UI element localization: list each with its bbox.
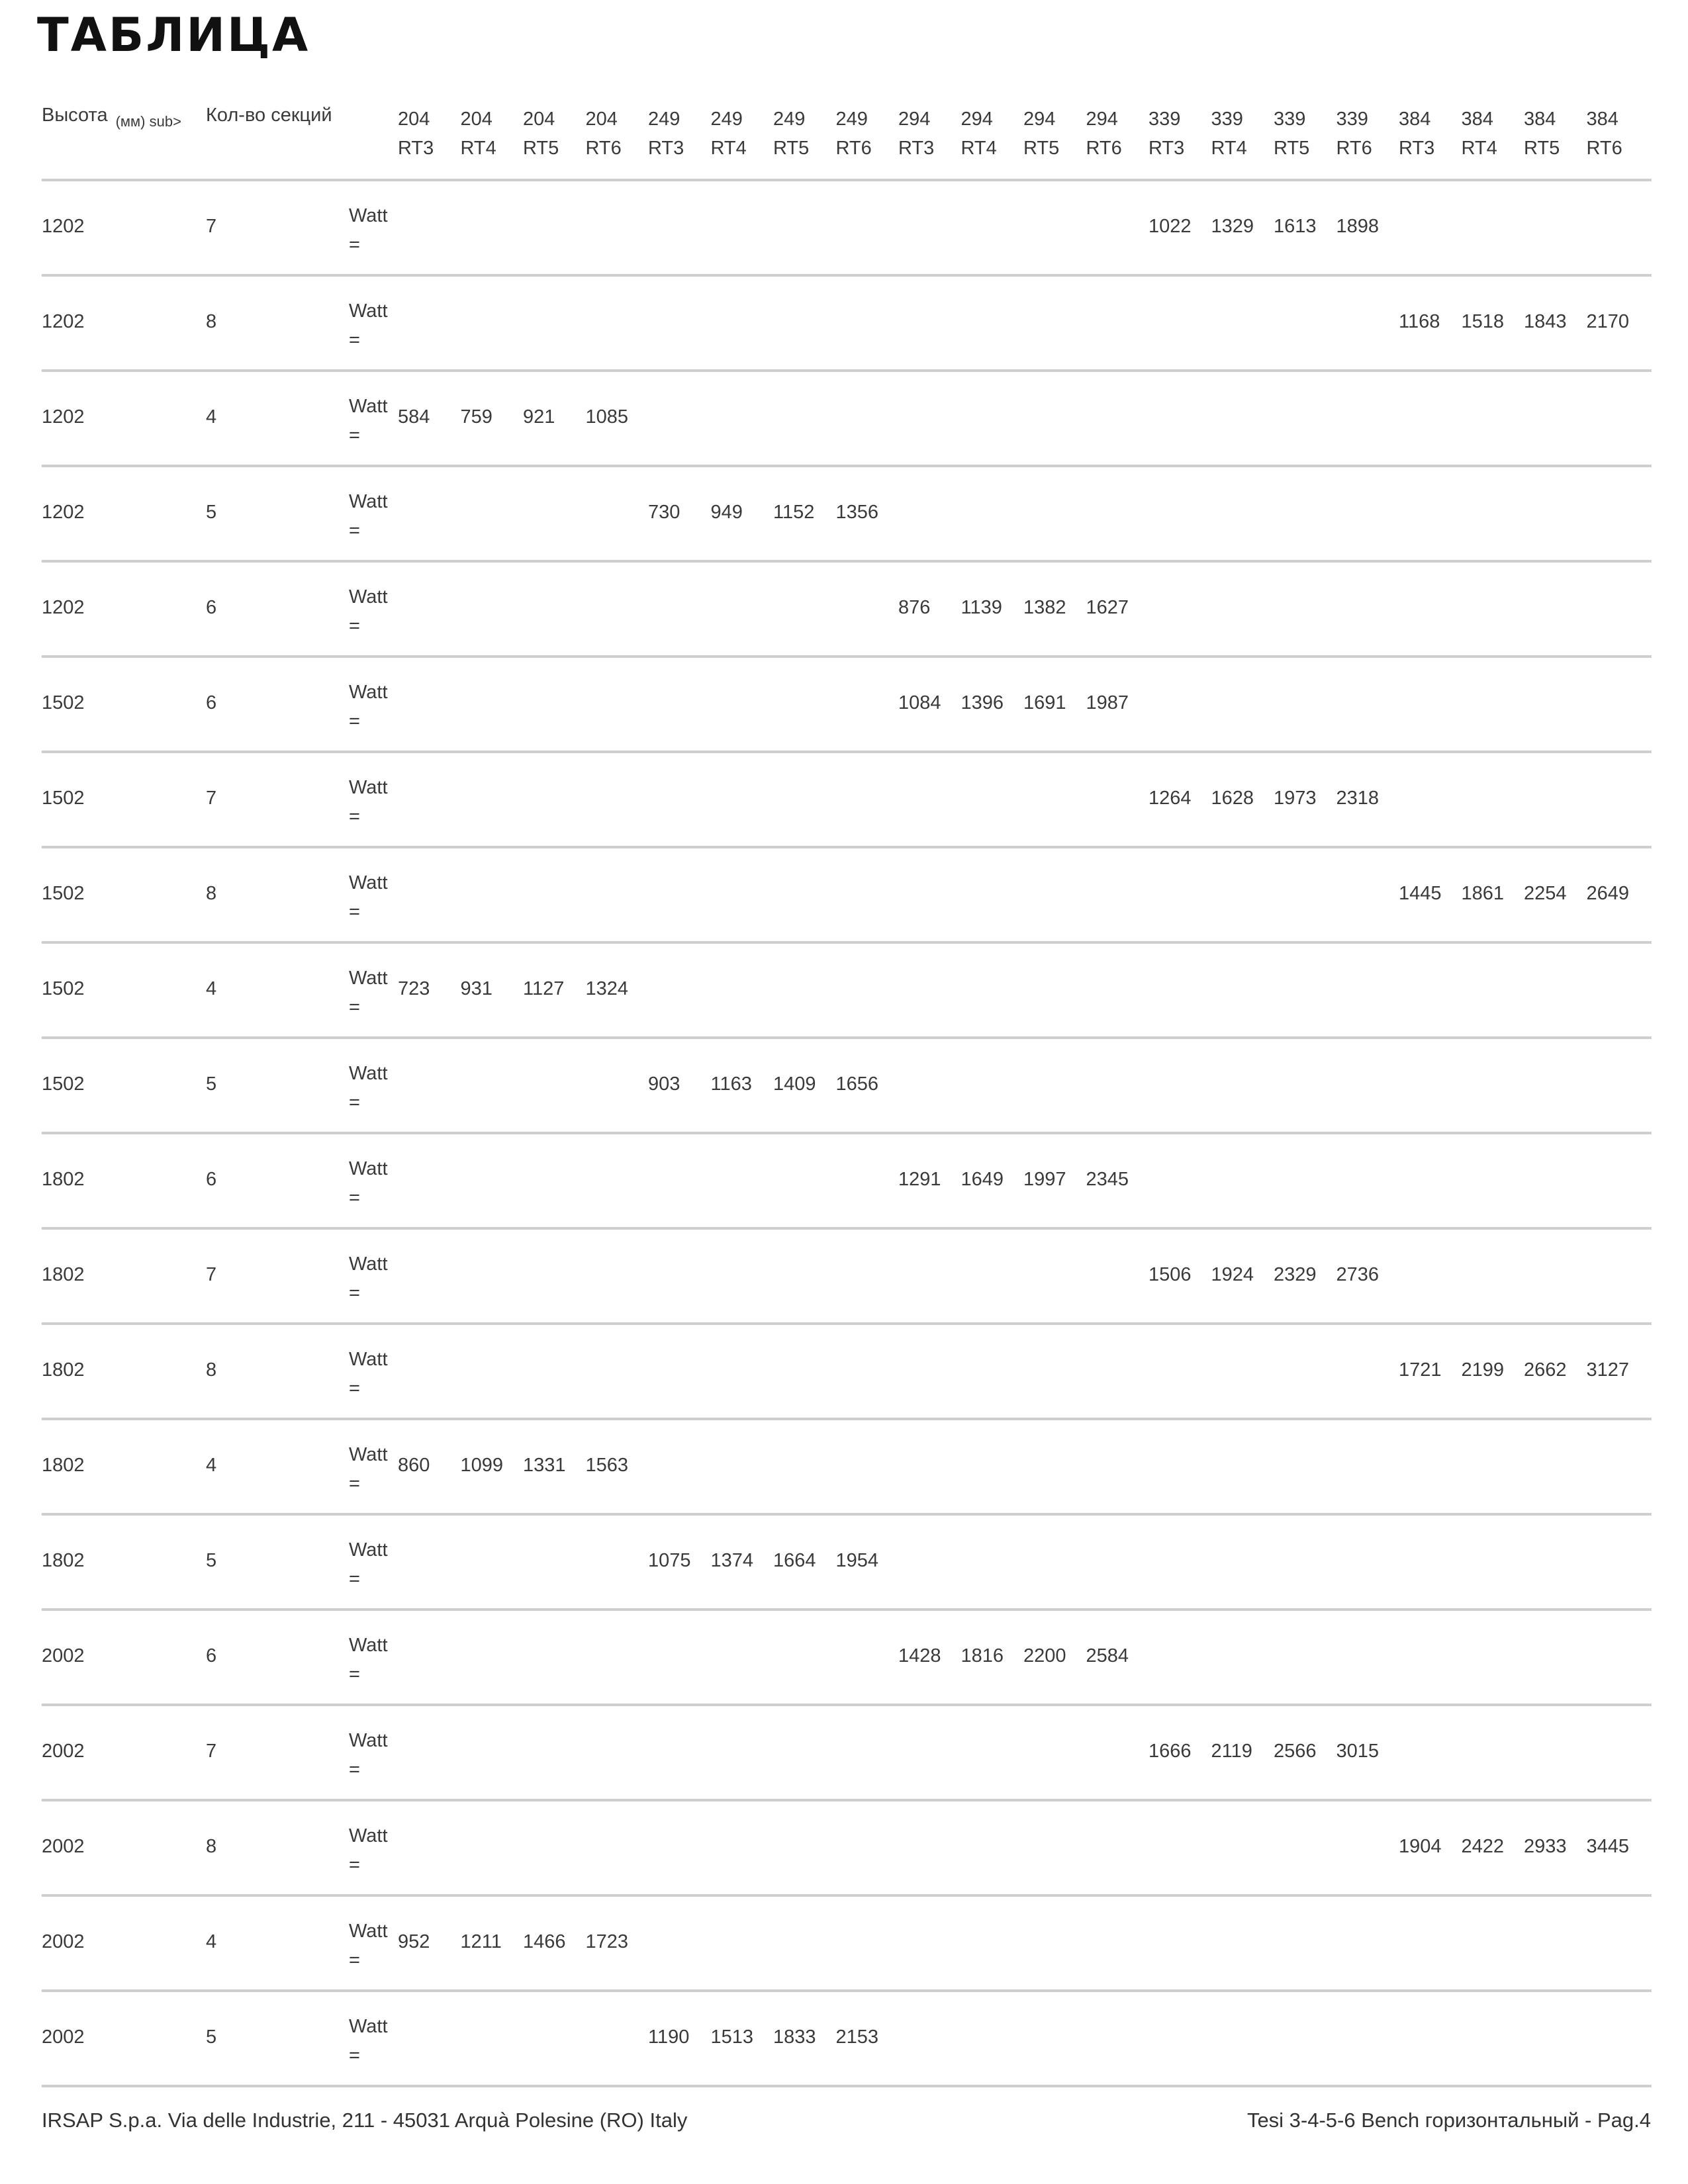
- column-header-model: RT3: [648, 138, 684, 159]
- table-row: [42, 181, 1652, 277]
- column-header-model: RT6: [585, 138, 622, 159]
- sections-cell: 6: [206, 1645, 217, 1666]
- column-header-size: 249: [710, 109, 743, 130]
- unit-cell: [349, 1345, 388, 1403]
- column-header: [711, 105, 773, 163]
- watt-value-cell: 1563: [585, 1455, 629, 1476]
- sections-cell: 5: [206, 502, 217, 523]
- footer-address: IRSAP S.p.a. Via delle Industrie, 211 - 45031 Arquà Polesine (RO) Italy: [42, 2109, 688, 2132]
- unit-watt-label: Watt: [349, 1730, 388, 1751]
- watt-value-cell: 759: [460, 406, 492, 428]
- unit-cell: [349, 773, 388, 831]
- footer-page-info: Tesi 3-4-5-6 Bench горизонтальный - Pag.4: [1246, 2109, 1651, 2132]
- sections-cell: 4: [206, 1455, 217, 1476]
- watt-value-cell: 1211: [460, 1931, 502, 1952]
- radiator-output-table: [42, 99, 1652, 2087]
- column-header-model: RT4: [460, 138, 496, 159]
- watt-value-cell: 2318: [1336, 788, 1380, 809]
- column-header: [1086, 105, 1149, 163]
- unit-cell: [349, 1821, 388, 1880]
- table-row: [42, 753, 1652, 848]
- column-header-model: RT3: [1399, 138, 1435, 159]
- watt-value-cell: 1356: [835, 502, 879, 523]
- unit-equals-label: =: [349, 1378, 360, 1399]
- unit-cell: [349, 392, 388, 450]
- unit-equals-label: =: [349, 1950, 360, 1971]
- unit-cell: [349, 1535, 388, 1594]
- watt-value-cell: 903: [648, 1073, 680, 1095]
- column-header-size: 384: [1586, 109, 1618, 130]
- unit-cell: [349, 1917, 388, 1975]
- column-header-size: 339: [1211, 109, 1243, 130]
- watt-value-cell: 1331: [523, 1455, 566, 1476]
- height-unit: (мм) sub>: [115, 113, 181, 130]
- watt-value-cell: 1666: [1149, 1741, 1192, 1762]
- column-header-size: 294: [1023, 109, 1056, 130]
- column-header: [1149, 105, 1211, 163]
- watt-value-cell: 931: [460, 978, 492, 999]
- column-header: [898, 105, 961, 163]
- unit-cell: [349, 1059, 388, 1117]
- watt-value-cell: 3127: [1586, 1359, 1630, 1381]
- watt-value-cell: 1954: [835, 1550, 879, 1571]
- height-cell: 1802: [42, 1359, 85, 1381]
- unit-watt-label: Watt: [349, 777, 388, 798]
- watt-value-cell: 1513: [710, 2026, 754, 2048]
- column-header-size: 204: [398, 109, 430, 130]
- column-header-model: RT3: [398, 138, 434, 159]
- table-row: [42, 848, 1652, 944]
- unit-equals-label: =: [349, 2045, 360, 2066]
- table-row: [42, 1992, 1652, 2087]
- watt-value-cell: 2566: [1274, 1741, 1317, 1762]
- unit-watt-label: Watt: [349, 2016, 388, 2037]
- column-header-size: 204: [523, 109, 555, 130]
- watt-value-cell: 1152: [773, 502, 815, 523]
- column-header-model: RT4: [961, 138, 997, 159]
- watt-value-cell: 1924: [1211, 1264, 1254, 1285]
- column-header-model: RT4: [710, 138, 747, 159]
- height-cell: 2002: [42, 1931, 85, 1952]
- watt-value-cell: 3445: [1586, 1836, 1630, 1857]
- column-header: [1211, 105, 1274, 163]
- watt-value-cell: 2329: [1274, 1264, 1317, 1285]
- watt-value-cell: 1085: [585, 406, 629, 428]
- watt-value-cell: 2119: [1211, 1741, 1252, 1762]
- watt-value-cell: 1075: [648, 1550, 691, 1571]
- height-cell: 1502: [42, 788, 85, 809]
- column-header-model: RT6: [1086, 138, 1122, 159]
- watt-value-cell: 2200: [1023, 1645, 1066, 1666]
- watt-value-cell: 1613: [1274, 216, 1317, 237]
- unit-watt-label: Watt: [349, 205, 388, 226]
- column-header-model: RT5: [773, 138, 810, 159]
- unit-watt-label: Watt: [349, 1349, 388, 1370]
- watt-value-cell: 2422: [1461, 1836, 1505, 1857]
- watt-value-cell: 1861: [1461, 883, 1505, 904]
- watt-value-cell: 1843: [1524, 311, 1567, 332]
- watt-value-cell: 723: [398, 978, 430, 999]
- watt-value-cell: 1664: [773, 1550, 816, 1571]
- unit-watt-label: Watt: [349, 872, 388, 893]
- watt-value-cell: 1084: [898, 692, 941, 713]
- table-row: [42, 1039, 1652, 1134]
- column-header-model: RT4: [1461, 138, 1497, 159]
- column-header-model: RT4: [1211, 138, 1247, 159]
- table-row: [42, 563, 1652, 658]
- unit-watt-label: Watt: [349, 1921, 388, 1942]
- watt-value-cell: 1329: [1211, 216, 1254, 237]
- height-cell: 2002: [42, 2026, 85, 2048]
- watt-value-cell: 1127: [523, 978, 565, 999]
- column-header-size: 339: [1274, 109, 1306, 130]
- unit-cell: [349, 1726, 388, 1784]
- table-header: [42, 99, 1652, 181]
- height-cell: 2002: [42, 1836, 85, 1857]
- sections-cell: 7: [206, 1264, 217, 1285]
- column-header-model: RT6: [1586, 138, 1622, 159]
- watt-value-cell: 1190: [648, 2026, 690, 2048]
- unit-watt-label: Watt: [349, 1635, 388, 1656]
- table-row: [42, 1897, 1652, 1992]
- column-header-model: RT5: [1023, 138, 1060, 159]
- watt-value-cell: 949: [710, 502, 743, 523]
- column-header: [836, 105, 898, 163]
- watt-value-cell: 1904: [1399, 1836, 1442, 1857]
- table-row: [42, 944, 1652, 1039]
- watt-value-cell: 1628: [1211, 788, 1254, 809]
- unit-cell: [349, 1250, 388, 1308]
- height-cell: 1802: [42, 1550, 85, 1571]
- height-column-header: [42, 105, 181, 130]
- unit-equals-label: =: [349, 1569, 360, 1590]
- unit-equals-label: =: [349, 1473, 360, 1494]
- column-header-size: 339: [1149, 109, 1181, 130]
- table-row: [42, 658, 1652, 753]
- table-row: [42, 372, 1652, 467]
- watt-value-cell: 1833: [773, 2026, 816, 2048]
- watt-value-cell: 2649: [1586, 883, 1630, 904]
- unit-watt-label: Watt: [349, 1539, 388, 1561]
- watt-value-cell: 1291: [898, 1169, 941, 1190]
- column-header: [648, 105, 710, 163]
- table-row: [42, 1134, 1652, 1230]
- watt-value-cell: 2254: [1524, 883, 1567, 904]
- table-row: [42, 1516, 1652, 1611]
- unit-equals-label: =: [349, 901, 360, 923]
- unit-watt-label: Watt: [349, 1444, 388, 1465]
- watt-value-cell: 1324: [585, 978, 629, 999]
- height-cell: 1802: [42, 1455, 85, 1476]
- watt-value-cell: 1997: [1023, 1169, 1066, 1190]
- unit-watt-label: Watt: [349, 1158, 388, 1179]
- unit-watt-label: Watt: [349, 1063, 388, 1084]
- watt-value-cell: 2170: [1586, 311, 1630, 332]
- unit-cell: [349, 487, 388, 545]
- unit-equals-label: =: [349, 806, 360, 827]
- sections-cell: 6: [206, 1169, 217, 1190]
- watt-value-cell: 1898: [1336, 216, 1380, 237]
- height-cell: 1202: [42, 406, 85, 428]
- unit-watt-label: Watt: [349, 586, 388, 608]
- watt-value-cell: 860: [398, 1455, 430, 1476]
- watt-value-cell: 1506: [1149, 1264, 1192, 1285]
- height-cell: 2002: [42, 1645, 85, 1666]
- watt-value-cell: 1374: [710, 1550, 754, 1571]
- column-header-size: 249: [648, 109, 680, 130]
- column-header-size: 294: [898, 109, 931, 130]
- height-cell: 1502: [42, 883, 85, 904]
- height-cell: 1502: [42, 978, 85, 999]
- watt-value-cell: 1649: [961, 1169, 1004, 1190]
- column-header-size: 384: [1399, 109, 1431, 130]
- watt-value-cell: 1973: [1274, 788, 1317, 809]
- column-header-size: 249: [835, 109, 868, 130]
- column-header-model: RT6: [1336, 138, 1372, 159]
- watt-value-cell: 1382: [1023, 597, 1066, 618]
- column-header-size: 384: [1461, 109, 1493, 130]
- watt-value-cell: 1816: [961, 1645, 1004, 1666]
- unit-watt-label: Watt: [349, 682, 388, 703]
- unit-equals-label: =: [349, 1664, 360, 1685]
- column-header: [1023, 105, 1086, 163]
- column-header: [461, 105, 523, 163]
- sections-cell: 5: [206, 2026, 217, 2048]
- watt-value-cell: 584: [398, 406, 430, 428]
- column-header-size: 249: [773, 109, 806, 130]
- height-cell: 2002: [42, 1741, 85, 1762]
- watt-value-cell: 1428: [898, 1645, 941, 1666]
- unit-cell: [349, 1631, 388, 1689]
- unit-equals-label: =: [349, 330, 360, 351]
- unit-equals-label: =: [349, 615, 360, 637]
- watt-value-cell: 730: [648, 502, 680, 523]
- watt-value-cell: 1466: [523, 1931, 566, 1952]
- unit-cell: [349, 582, 388, 641]
- unit-cell: [349, 1440, 388, 1498]
- height-cell: 1202: [42, 597, 85, 618]
- watt-value-cell: 3015: [1336, 1741, 1380, 1762]
- watt-value-cell: 1656: [835, 1073, 879, 1095]
- column-header: [1587, 105, 1649, 163]
- height-cell: 1202: [42, 311, 85, 332]
- column-header: [1524, 105, 1586, 163]
- column-header: [1462, 105, 1524, 163]
- watt-value-cell: 2153: [835, 2026, 879, 2048]
- column-header: [398, 105, 460, 163]
- column-header-model: RT3: [1149, 138, 1185, 159]
- column-header: [1336, 105, 1399, 163]
- unit-equals-label: =: [349, 1092, 360, 1113]
- watt-value-cell: 1409: [773, 1073, 816, 1095]
- watt-value-cell: 1518: [1461, 311, 1505, 332]
- watt-value-cell: 1022: [1149, 216, 1192, 237]
- sections-cell: 7: [206, 1741, 217, 1762]
- sections-column-header: Кол-во секций: [206, 105, 332, 126]
- unit-cell: [349, 2012, 388, 2070]
- table-row: [42, 467, 1652, 563]
- watt-value-cell: 2736: [1336, 1264, 1380, 1285]
- sections-cell: 8: [206, 883, 217, 904]
- unit-cell: [349, 964, 388, 1022]
- table-row: [42, 1325, 1652, 1420]
- watt-value-cell: 1163: [710, 1073, 752, 1095]
- sections-cell: 8: [206, 1836, 217, 1857]
- height-cell: 1202: [42, 502, 85, 523]
- watt-value-cell: 2662: [1524, 1359, 1567, 1381]
- sections-cell: 6: [206, 597, 217, 618]
- unit-equals-label: =: [349, 520, 360, 541]
- unit-equals-label: =: [349, 1283, 360, 1304]
- unit-watt-label: Watt: [349, 491, 388, 512]
- column-header: [1274, 105, 1336, 163]
- table-row: [42, 1706, 1652, 1801]
- table-row: [42, 277, 1652, 372]
- sections-cell: 5: [206, 1073, 217, 1095]
- watt-value-cell: 921: [523, 406, 555, 428]
- sections-cell: 4: [206, 978, 217, 999]
- table-row: [42, 1230, 1652, 1325]
- watt-value-cell: 1721: [1399, 1359, 1442, 1381]
- watt-value-cell: 952: [398, 1931, 430, 1952]
- height-cell: 1502: [42, 1073, 85, 1095]
- watt-value-cell: 1099: [460, 1455, 504, 1476]
- column-header-model: RT5: [1274, 138, 1310, 159]
- column-header-model: RT3: [898, 138, 935, 159]
- column-header: [773, 105, 835, 163]
- unit-equals-label: =: [349, 234, 360, 255]
- column-header-size: 204: [585, 109, 618, 130]
- height-label: Высота: [42, 105, 108, 126]
- watt-value-cell: 1139: [961, 597, 1002, 618]
- unit-equals-label: =: [349, 1759, 360, 1780]
- column-header-size: 339: [1336, 109, 1368, 130]
- unit-equals-label: =: [349, 711, 360, 732]
- watt-value-cell: 2584: [1086, 1645, 1129, 1666]
- table-row: [42, 1801, 1652, 1897]
- column-header-size: 384: [1524, 109, 1556, 130]
- sections-cell: 8: [206, 311, 217, 332]
- watt-value-cell: 1987: [1086, 692, 1129, 713]
- sections-cell: 6: [206, 692, 217, 713]
- sections-cell: 8: [206, 1359, 217, 1381]
- column-header: [586, 105, 648, 163]
- sections-cell: 4: [206, 1931, 217, 1952]
- sections-cell: 7: [206, 788, 217, 809]
- sections-cell: 5: [206, 1550, 217, 1571]
- watt-value-cell: 2199: [1461, 1359, 1505, 1381]
- unit-cell: [349, 201, 388, 259]
- unit-cell: [349, 678, 388, 736]
- unit-watt-label: Watt: [349, 968, 388, 989]
- table-row: [42, 1420, 1652, 1516]
- unit-cell: [349, 296, 388, 355]
- watt-value-cell: 1396: [961, 692, 1004, 713]
- watt-value-cell: 1691: [1023, 692, 1066, 713]
- height-cell: 1502: [42, 692, 85, 713]
- height-cell: 1802: [42, 1169, 85, 1190]
- column-header: [1399, 105, 1461, 163]
- watt-value-cell: 1264: [1149, 788, 1192, 809]
- watt-value-cell: 1445: [1399, 883, 1442, 904]
- table-row: [42, 1611, 1652, 1706]
- watt-value-cell: 1627: [1086, 597, 1129, 618]
- unit-watt-label: Watt: [349, 1825, 388, 1846]
- sections-cell: 4: [206, 406, 217, 428]
- height-cell: 1202: [42, 216, 85, 237]
- unit-watt-label: Watt: [349, 1253, 388, 1275]
- watt-value-cell: 1723: [585, 1931, 629, 1952]
- unit-equals-label: =: [349, 425, 360, 446]
- watt-value-cell: 2345: [1086, 1169, 1129, 1190]
- column-header-model: RT5: [1524, 138, 1560, 159]
- page-title: ТАБЛИЦА: [37, 8, 310, 62]
- column-header: [961, 105, 1023, 163]
- column-header-model: RT6: [835, 138, 872, 159]
- unit-cell: [349, 868, 388, 927]
- unit-cell: [349, 1154, 388, 1212]
- watt-value-cell: 2933: [1524, 1836, 1567, 1857]
- sections-cell: 7: [206, 216, 217, 237]
- unit-watt-label: Watt: [349, 300, 388, 322]
- unit-watt-label: Watt: [349, 396, 388, 417]
- unit-equals-label: =: [349, 997, 360, 1018]
- column-header-size: 204: [460, 109, 492, 130]
- watt-value-cell: 876: [898, 597, 931, 618]
- column-header-model: RT5: [523, 138, 559, 159]
- column-header: [523, 105, 585, 163]
- unit-equals-label: =: [349, 1187, 360, 1208]
- watt-value-cell: 1168: [1399, 311, 1440, 332]
- column-header-size: 294: [961, 109, 993, 130]
- unit-equals-label: =: [349, 1854, 360, 1876]
- height-cell: 1802: [42, 1264, 85, 1285]
- column-header-size: 294: [1086, 109, 1118, 130]
